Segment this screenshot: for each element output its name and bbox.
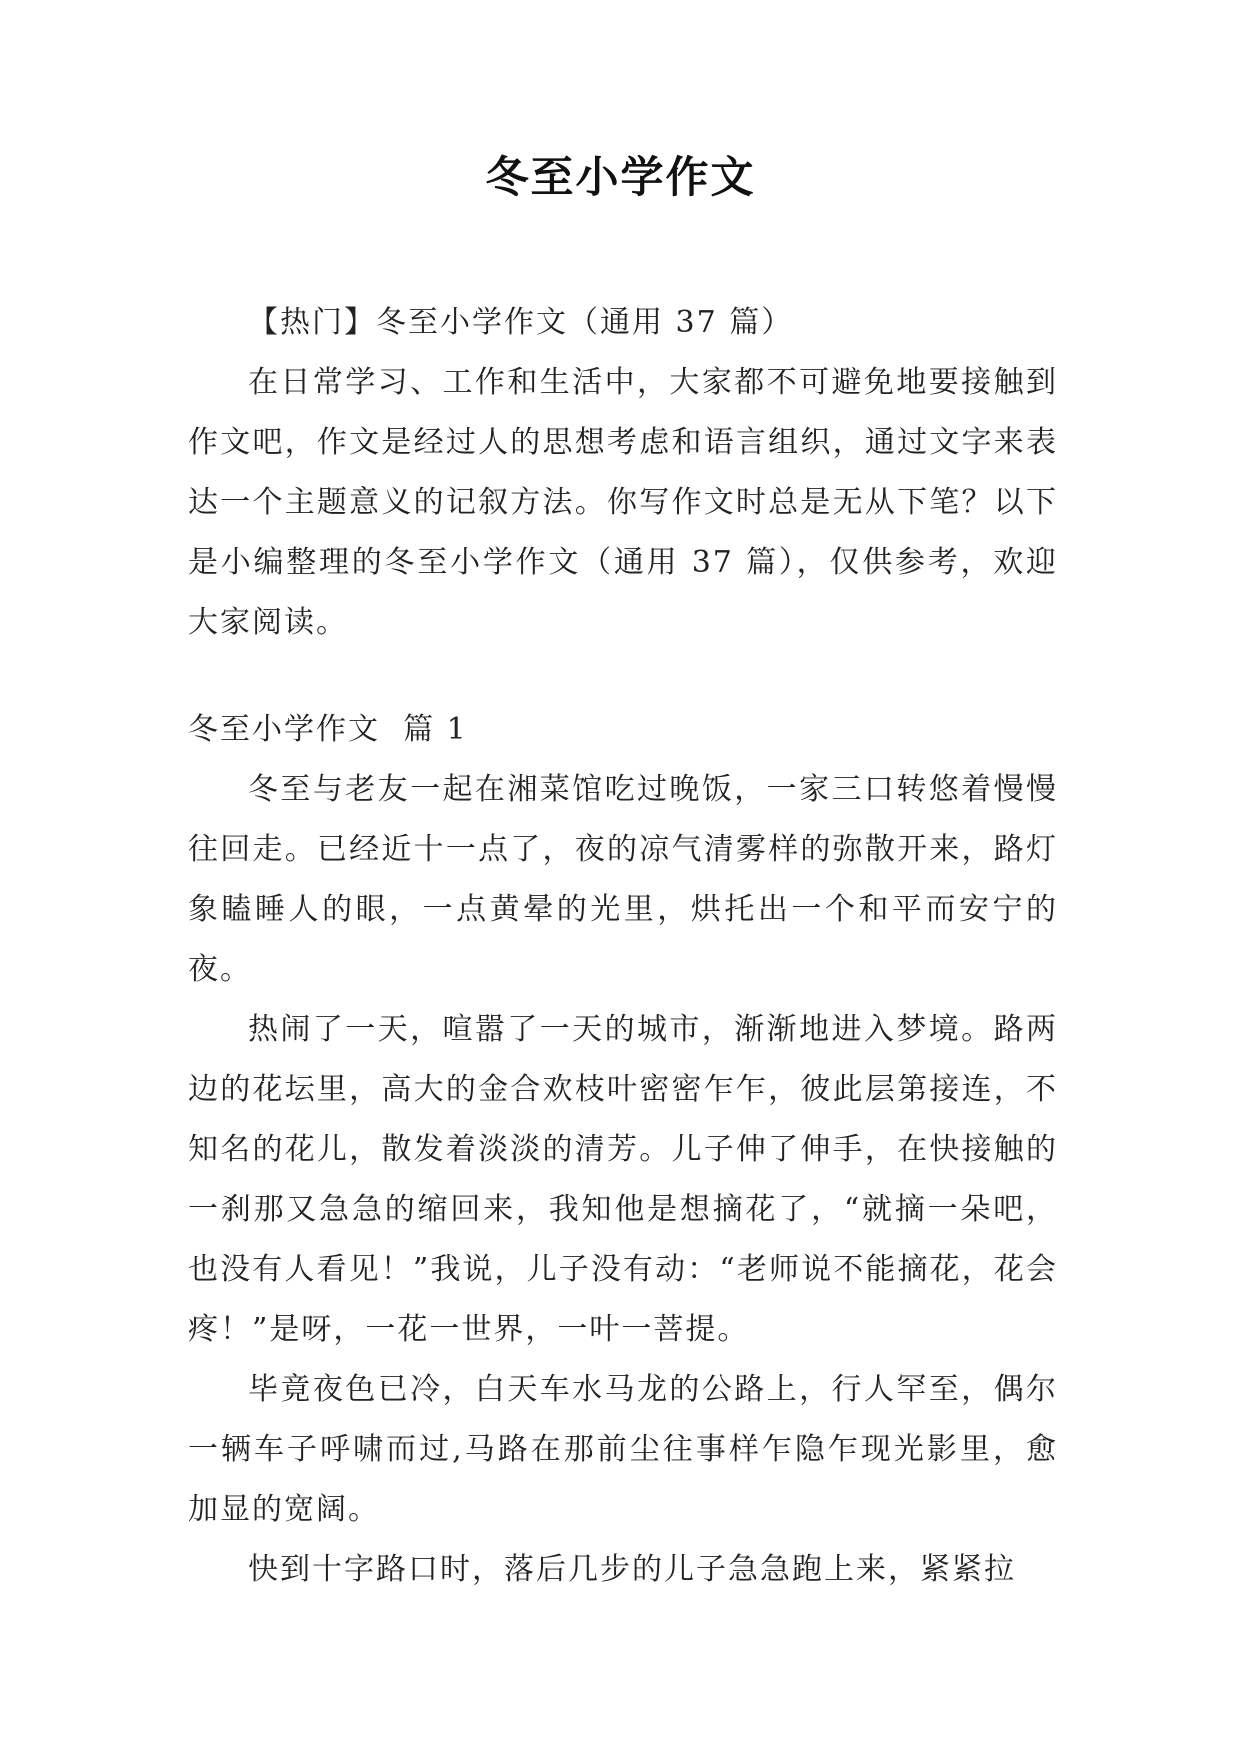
section-paragraph: 快到十字路口时，落后几步的儿子急急跑上来，紧紧拉 <box>248 1552 1016 1587</box>
intro-paragraph: 在日常学习、工作和生活中，大家都不可避免地要接触到作文吧，作文是经过人的思想考虑和语言组织，通过文字来表达一个主题意义的记叙方法。你写作文时总是无从下笔？以下是小编整理的冬至小学作文（通用 37 篇），仅供参考，欢迎大家阅读。 <box>188 365 1058 640</box>
section-paragraph: 毕竟夜色已冷，白天车水马龙的公路上，行人罕至，偶尔一辆车子呼啸而过,马路在那前尘往事样乍隐乍现光影里，愈加显的宽阔。 <box>188 1372 1058 1527</box>
intro-block <box>188 293 1058 653</box>
section-heading: 冬至小学作文 篇 1 <box>188 712 468 747</box>
document-title: 冬至小学作文 <box>485 153 756 203</box>
section-paragraph: 热闹了一天，喧嚣了一天的城市，渐渐地进入梦境。路两边的花坛里，高大的金合欢枝叶密密乍乍，彼此层第接连，不知名的花儿，散发着淡淡的清芳。儿子伸了伸手，在快接触的一刹那又急急的缩回来，我知他是想摘花了，“就摘一朵吧，也没有人看见！”我说，儿子没有动：“老师说不能摘花，花会疼！”是呀，一花一世界，一叶一菩提。 <box>188 1012 1058 1347</box>
section-paragraph: 冬至与老友一起在湘菜馆吃过晚饭，一家三口转悠着慢慢往回走。已经近十一点了，夜的凉气清雾样的弥散开来，路灯象瞌睡人的眼，一点黄晕的光里，烘托出一个和平而安宁的夜。 <box>188 772 1058 987</box>
intro-heading: 【热门】冬至小学作文（通用 37 篇） <box>248 305 794 340</box>
section-1 <box>188 700 1058 1600</box>
